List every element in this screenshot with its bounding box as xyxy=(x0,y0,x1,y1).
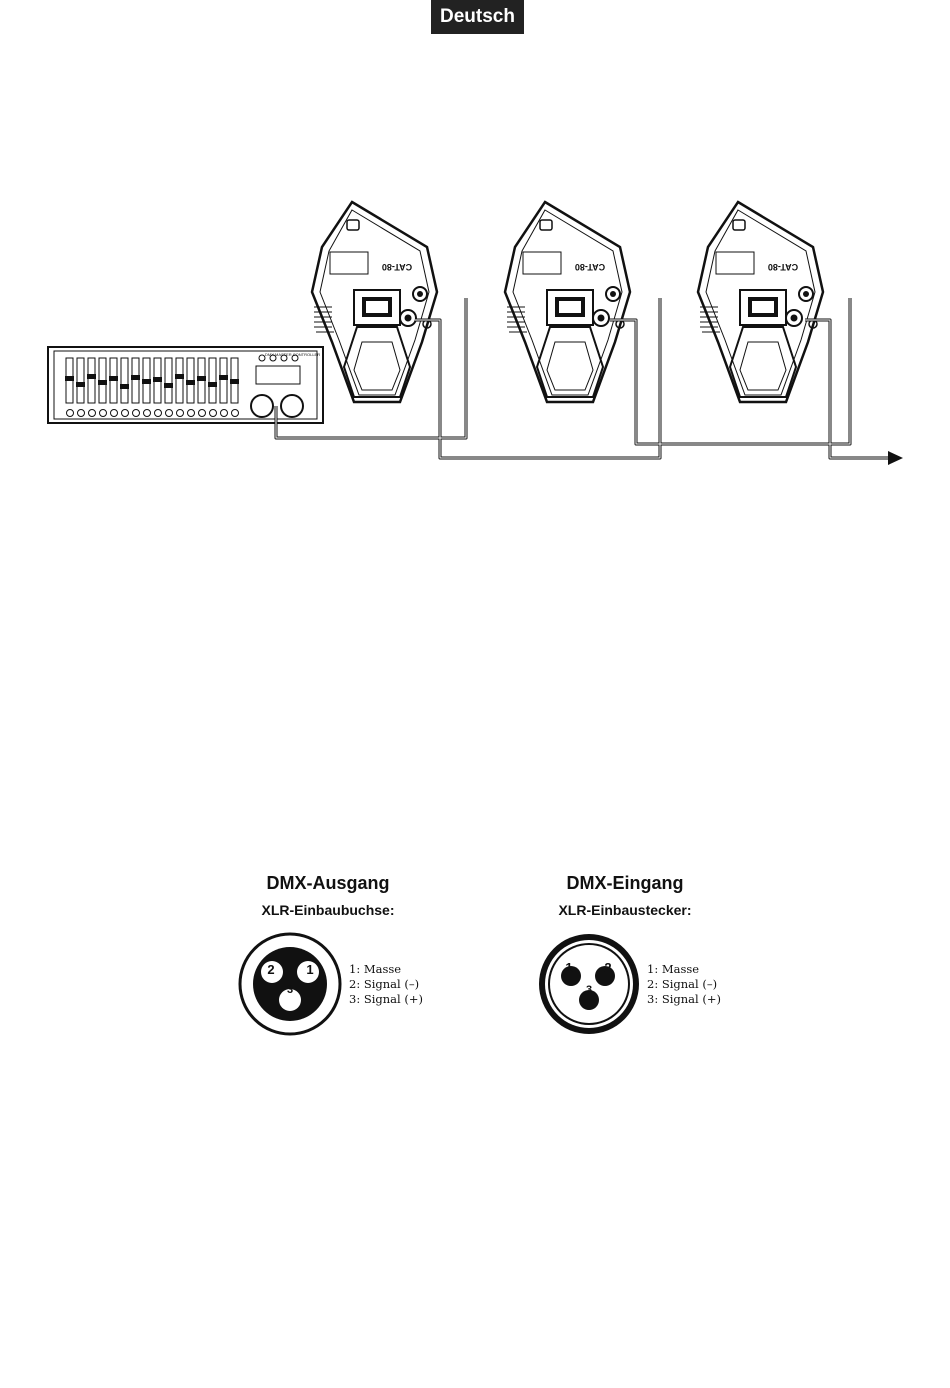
dmx-output-pinout xyxy=(349,962,423,1007)
language-badge: Deutsch xyxy=(431,0,524,34)
pin-number-3: 3 xyxy=(585,984,593,996)
pin-label: 3: Signal (+) xyxy=(349,992,423,1006)
pin-label: 1: Masse xyxy=(647,962,700,976)
pin-number-1: 1 xyxy=(565,960,573,975)
dmx-controller xyxy=(48,347,323,423)
xlr-socket-icon xyxy=(236,931,344,1037)
dmx-output-subtitle: XLR-Einbaubuchse: xyxy=(261,902,395,918)
dmx-input-title: DMX-Eingang xyxy=(566,873,684,893)
pin-label: 3: Signal (+) xyxy=(647,992,721,1006)
pin-label: 1: Masse xyxy=(349,962,402,976)
pin-label: 2: Signal (–) xyxy=(647,977,718,991)
fixture-1 xyxy=(312,202,437,402)
controller-label: DMX MASTER CONTROLLER xyxy=(265,352,321,357)
dmx-wiring-diagram: CAT-80 DMX MASTER CONTROLLER xyxy=(0,180,950,480)
pin-number-1: 1 xyxy=(306,962,314,977)
dmx-input-heading xyxy=(515,873,735,918)
fixture-3 xyxy=(698,202,823,402)
dmx-input-pinout xyxy=(647,962,721,1007)
pin-number-2: 2 xyxy=(604,960,612,975)
pin-label: 2: Signal (–) xyxy=(349,977,420,991)
arrow-right-icon xyxy=(888,451,903,465)
pin-number-2: 2 xyxy=(267,962,275,977)
dmx-input-subtitle: XLR-Einbaustecker: xyxy=(558,902,692,918)
dmx-output-heading xyxy=(218,873,438,918)
fixture-2 xyxy=(505,202,630,402)
dmx-output-title: DMX-Ausgang xyxy=(266,873,390,893)
pin-number-3: 3 xyxy=(286,984,294,996)
xlr-plug-icon xyxy=(535,931,643,1037)
